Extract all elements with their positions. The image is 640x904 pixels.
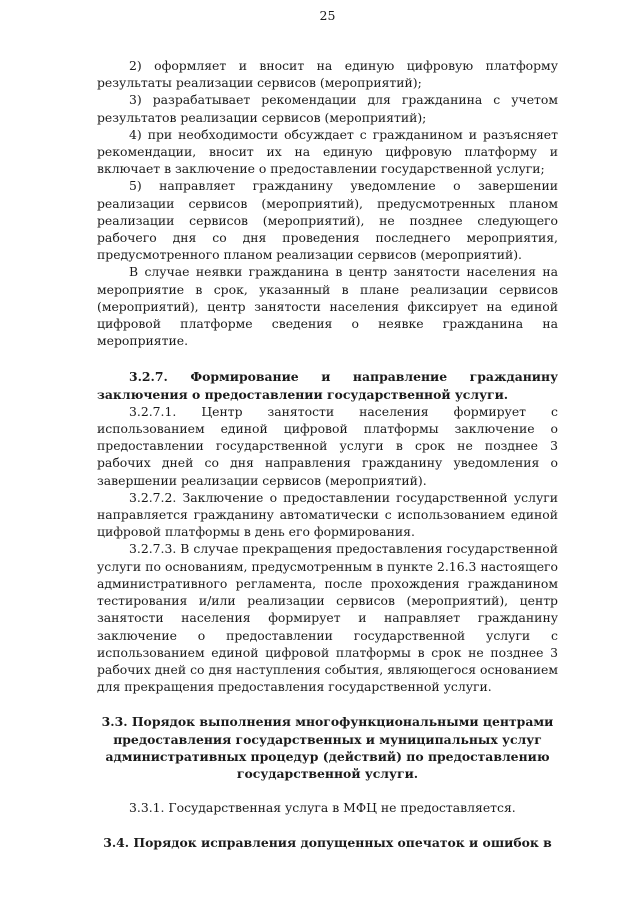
paragraph-3-2-7-1: 3.2.7.1. Центр занятости населения формирует с использованием единой цифровой платформы заключение о предоставлении государственной услуги в срок не позднее 3 рабочих дней со дня направления гражданину уведомления о завершении реализации сервисов (мероприятий).	[97, 403, 558, 488]
paragraph-3-2-7-3: 3.2.7.3. В случае прекращения предоставления государственной услуги по основаниям, предусмотренным в пункте 2.16.3 настоящего административного регламента, после прохождения гражданином тестирования и/или реализации сервисов (мероприятий), центр занятости населения формирует и направляет гражданину заключение о предоставлении государственной услуги с использованием единой цифровой платформы в срок не позднее 3 рабочих дней со дня наступления события, являющегося основанием для прекращения предоставления государственной услуги.	[97, 541, 558, 695]
section-spacer	[97, 782, 558, 799]
document-body	[97, 57, 558, 852]
paragraph-item-4: 4) при необходимости обсуждает с гражданином и разъясняет рекомендации, вносит их на единую цифровую платформу и включает в заключение о предоставлении государственной услуги;	[97, 126, 558, 177]
paragraph-no-show: В случае неявки гражданина в центр занятости населения на мероприятие в срок, указанный в плане реализации сервисов (мероприятий), центр занятости населения фиксирует на единой цифровой платформе сведения о неявке гражданина на мероприятие.	[97, 264, 558, 349]
section-heading-3-3: 3.3. Порядок выполнения многофункциональными центрами предоставления государственных и муниципальных услуг административных процедур (действий) по предоставлению государственной услуги.	[101, 714, 554, 781]
paragraph-item-5: 5) направляет гражданину уведомление о завершении реализации сервисов (мероприятий), предусмотренных планом реализации сервисов (мероприятий), не позднее следующего рабочего дня со дня проведения последнего мероприятия, предусмотренного планом реализации сервисов (мероприятий).	[97, 178, 558, 263]
paragraph-3-2-7-2: 3.2.7.2. Заключение о предоставлении государственной услуги направляется гражданину автоматически с использованием единой цифровой платформы в день его формирования.	[97, 489, 558, 540]
page-number: 25	[319, 8, 336, 23]
section-spacer	[97, 695, 558, 713]
section-spacer	[97, 349, 558, 368]
paragraph-item-2: 2) оформляет и вносит на единую цифровую платформу результаты реализации сервисов (мероприятий);	[97, 58, 558, 91]
paragraph-3-3-1: 3.3.1. Государственная услуга в МФЦ не предоставляется.	[129, 800, 516, 816]
paragraph-item-3: 3) разрабатывает рекомендации для гражданина с учетом результатов реализации сервисов (мероприятий);	[97, 92, 558, 125]
section-heading-3-2-7: 3.2.7. Формирование и направление гражданину заключения о предоставлении государственной услуги.	[97, 369, 558, 402]
section-spacer	[97, 816, 558, 834]
section-heading-3-4: 3.4. Порядок исправления допущенных опечаток и ошибок в	[103, 835, 552, 851]
